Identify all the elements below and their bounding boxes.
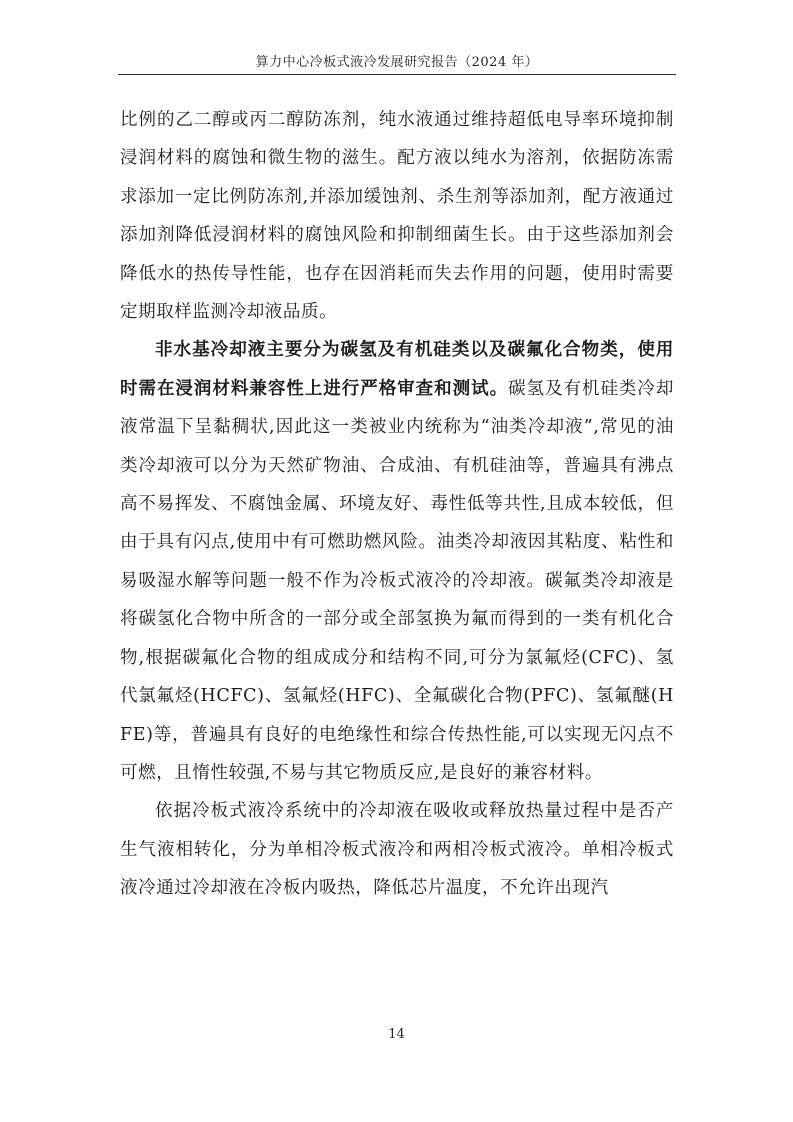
paragraph-phase-classification: 依据冷板式液冷系统中的冷却液在吸收或释放热量过程中是否产生气液相转化，分为单相冷板式液冷和两相冷板式液冷。单相冷板式液冷通过冷却液在冷板内吸热，降低芯片温度，不允许出现汽 xyxy=(120,801,674,899)
paragraph-continued: 比例的乙二醇或丙二醇防冻剂，纯水液通过维持超低电导率环境抑制浸润材料的腐蚀和微生物的滋生。配方液以纯水为溶剂，依据防冻需求添加一定比例防冻剂,并添加缓蚀剂、杀生剂等添加剂，配方液通过添加剂降低浸润材料的腐蚀风险和抑制细菌生长。由于这些添加剂会降低水的热传导性能，也存在因消耗而失去作用的问题，使用时需要定期取样监测冷却液品质。 xyxy=(120,110,674,323)
header-rule xyxy=(118,74,676,75)
body-text xyxy=(120,101,674,908)
paragraph-body-text: 碳氢及有机硅类冷却液常温下呈黏稠状,因此这一类被业内统称为“油类冷却液”,常见的油类冷却液可以分为天然矿物油、合成油、有机硅油等，普遍具有沸点高不易挥发、不腐蚀金属、环境友好、毒性低等共性,且成本较低，但由于具有闪点,使用中有可燃助燃风险。油类冷却液因其粘度、粘性和易吸湿水解等问题一般不作为冷板式液冷的冷却液。碳氟类冷却液是将碳氢化合物中所含的一部分或全部氢换为氟而得到的一类有机化合物,根据碳氟化合物的组成成分和结构不同,可分为氯氟烃(CFC)、氢代氯氟烃(HCFC)、氢氟烃(HFC)、全氟碳化合物(PFC)、氢氟醚(HFE)等，普遍具有良好的电绝缘性和综合传热性能,可以实现无闪点不可燃，且惰性较强,不易与其它物质反应,是良好的兼容材料。 xyxy=(120,378,674,783)
paragraph-coolant-types xyxy=(120,331,674,792)
page-number: 14 xyxy=(388,1027,405,1042)
paragraph-lead-sentence: 非水基冷却液主要分为碳氢及有机硅类以及碳氟化合物类，使用时需在浸润材料兼容性上进行严格审查和测试。 xyxy=(120,340,674,399)
running-header: 算力中心冷板式液冷发展研究报告（2024 年） xyxy=(255,55,539,70)
